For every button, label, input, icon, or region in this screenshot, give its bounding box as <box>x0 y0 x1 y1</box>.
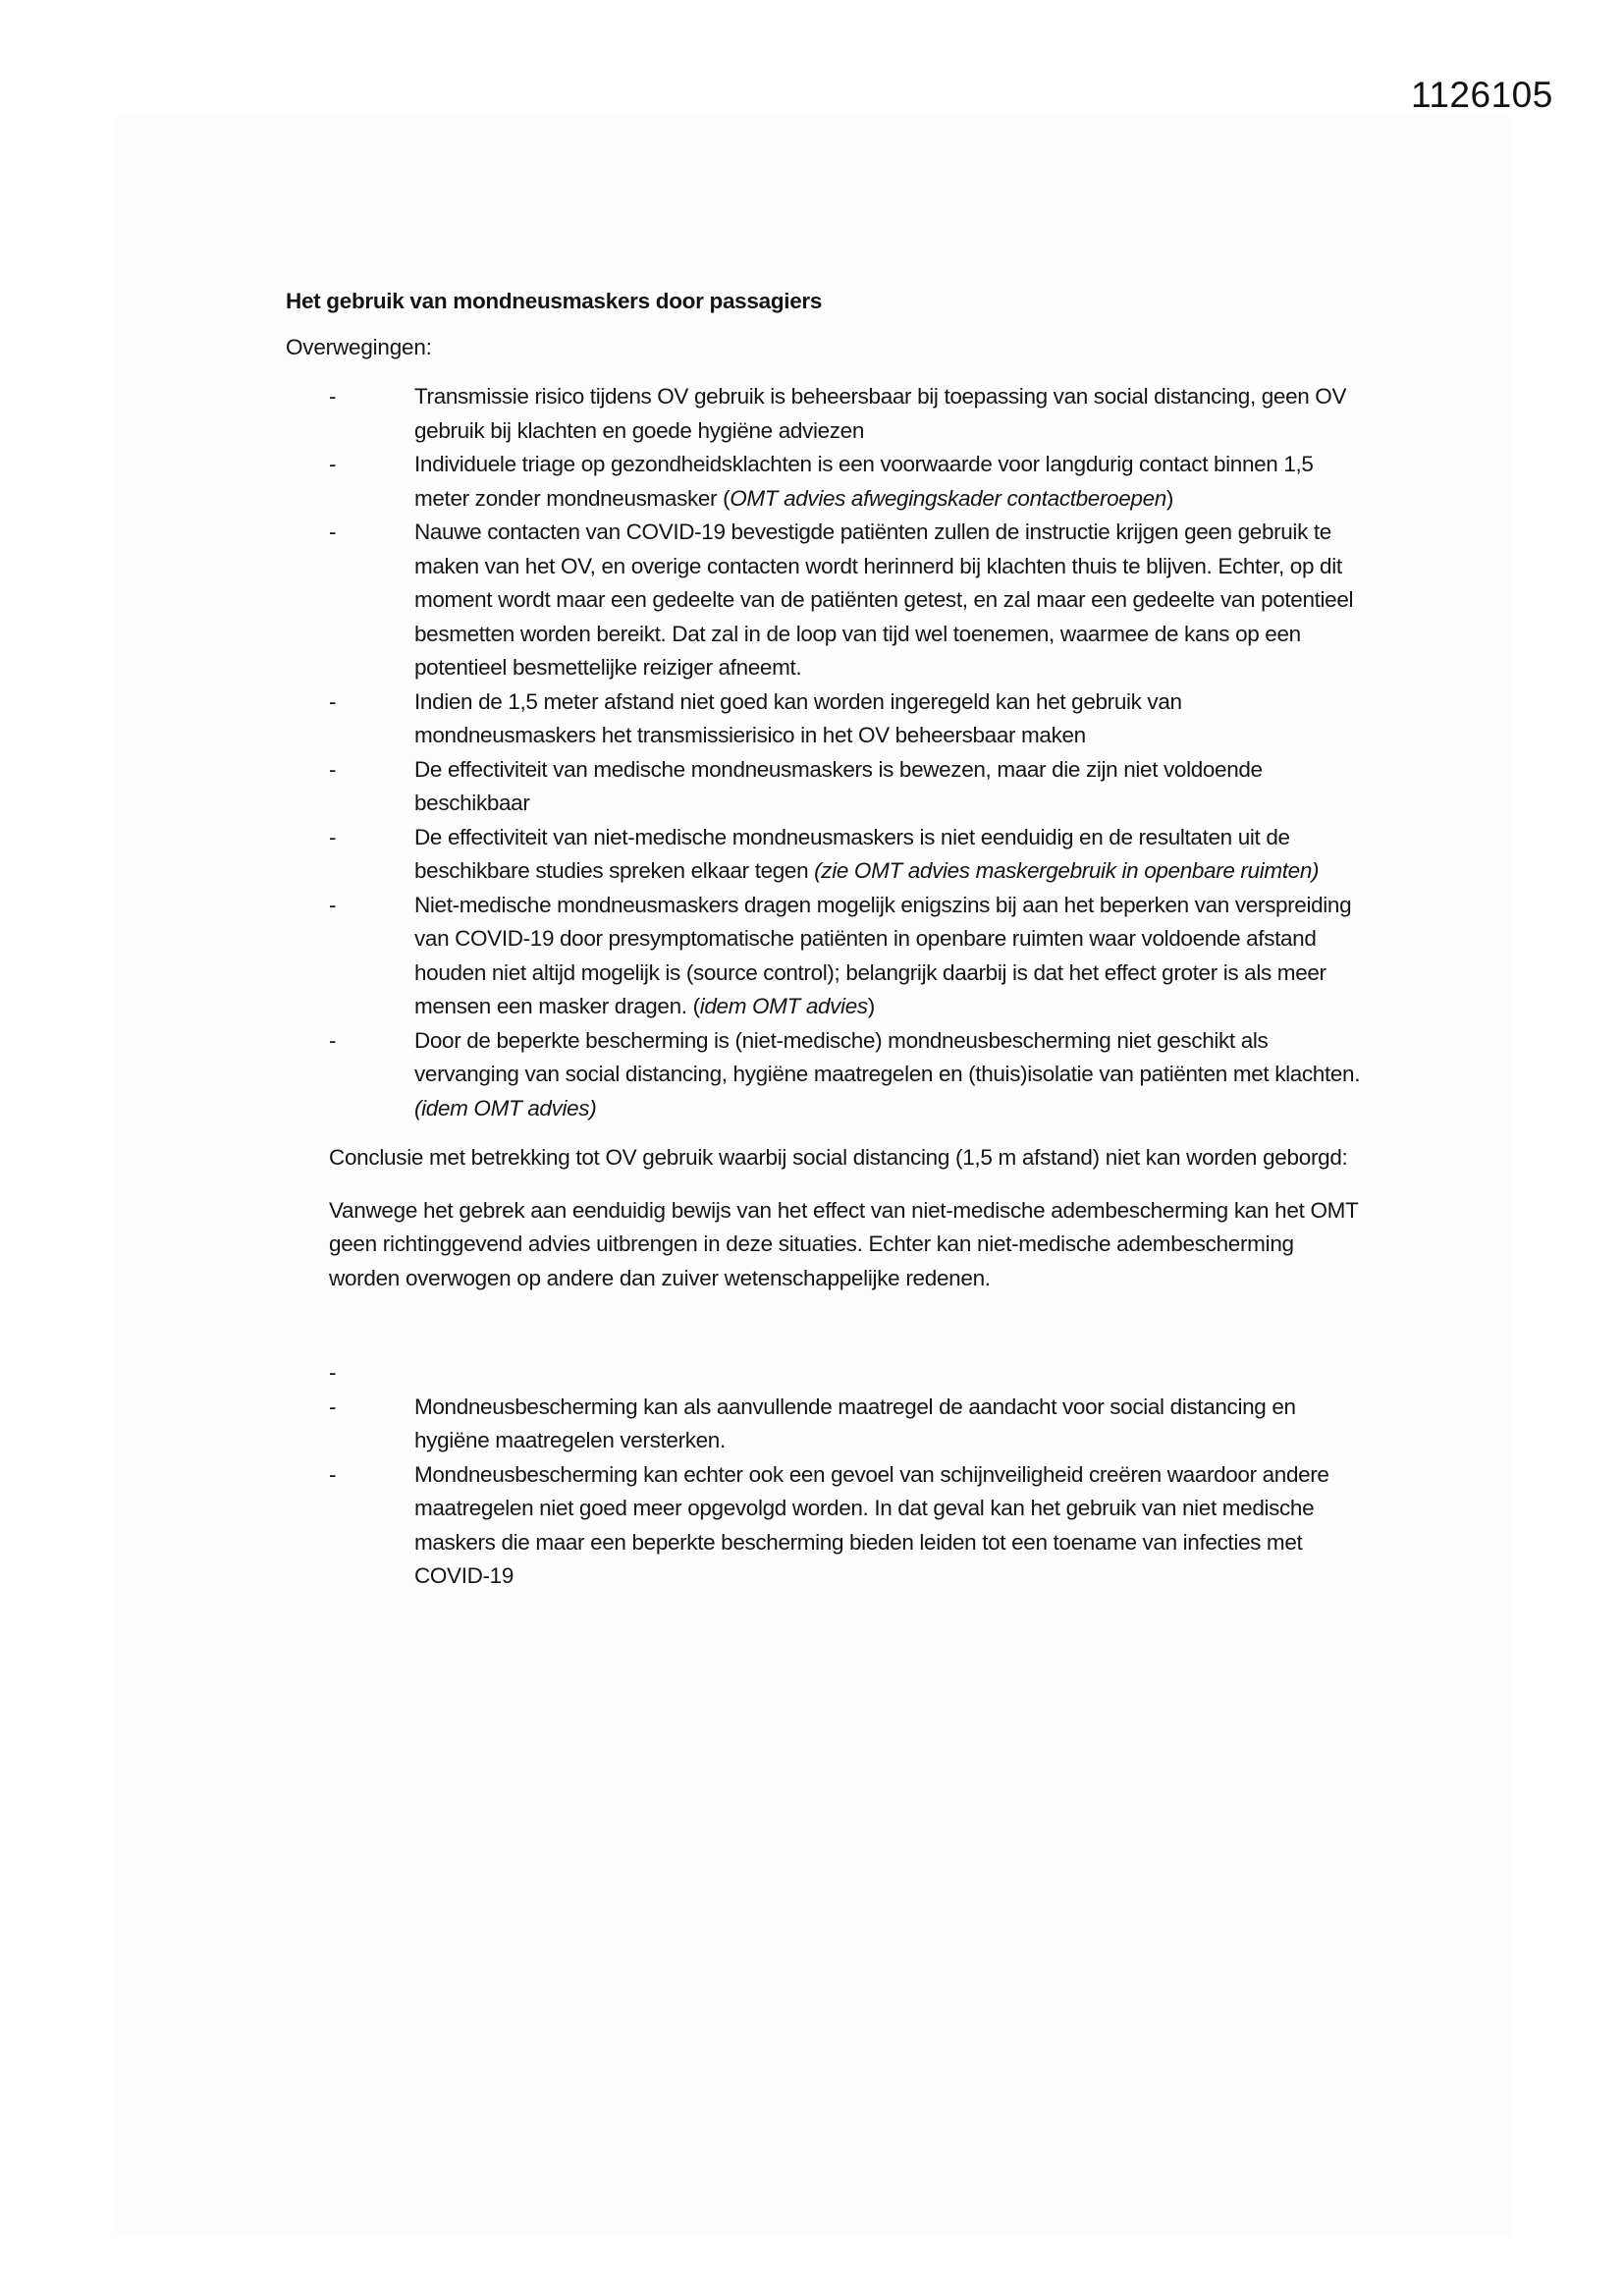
conclusion-heading: Conclusie met betrekking tot OV gebruik waarbij social distancing (1,5 m afstand) niet kan worden geborgd: <box>329 1145 1348 1170</box>
dash-bullet: - <box>329 824 337 849</box>
conclusion-body: Vanwege het gebrek aan eenduidig bewijs van het effect van niet-medische adembescherming kan het OMT geen richtinggevend advies uitbrengen in deze situaties. Echter kan niet-medische adembescherming worden overwogen op andere dan zuiver wetenschappelijke redenen. <box>329 1197 1359 1290</box>
list-item-text-tail: ) <box>1165 485 1174 511</box>
reference-italic: (zie OMT advies maskergebruik in openbare ruimten) <box>814 858 1320 883</box>
dash-bullet: - <box>329 1360 337 1385</box>
document-number: 1126105 <box>1411 75 1553 115</box>
list-item <box>329 821 1366 889</box>
list-item-text-tail: ) <box>867 994 875 1018</box>
dash-bullet: - <box>329 756 337 782</box>
list-item-text: Indien de 1,5 meter afstand niet goed kan worden ingeregeld kan het gebruik van mondneusmaskers het transmissierisico in het OV beheersbaar maken <box>414 688 1182 747</box>
list-item-empty <box>329 1356 1366 1391</box>
list-item <box>329 380 1366 448</box>
list-item <box>329 448 1366 516</box>
reference-italic: OMT advies afwegingskader contactberoepen <box>730 485 1166 511</box>
list-item <box>329 1391 1366 1458</box>
dash-bullet: - <box>329 1394 337 1419</box>
list-item <box>329 753 1366 821</box>
secondary-list <box>286 1356 1366 1594</box>
list-item-text: Mondneusbescherming kan echter ook een gevoel van schijnveiligheid creëren waardoor andere maatregelen niet goed meer opgevolgd worden. In dat geval kan het gebruik van niet medische maskers die maar een beperkte bescherming bieden leiden tot een toename van infecties met COVID-19 <box>414 1461 1329 1588</box>
dash-bullet: - <box>329 892 337 917</box>
list-item <box>329 685 1366 753</box>
list-item-text: Nauwe contacten van COVID-19 bevestigde patiënten zullen de instructie krijgen geen gebruik te maken van het OV, en overige contacten wordt herinnerd bij klachten thuis te blijven. Echter, op dit moment wordt maar een gedeelte van de patiënten getest, en zal maar een gedeelte van potentieel besmetten worden bereikt. Dat zal in de loop van tijd wel toenemen, waarmee de kans op een potentieel besmettelijke reiziger afneemt. <box>414 519 1354 680</box>
reference-italic: idem OMT advies <box>699 994 868 1018</box>
dash-bullet: - <box>329 452 337 476</box>
dash-bullet: - <box>329 1027 337 1053</box>
dash-bullet: - <box>329 688 337 714</box>
list-item-text: Niet-medische mondneusmaskers dragen mogelijk enigszins bij aan het beperken van verspreiding van COVID-19 door presymptomatische patiënten in openbare ruimten waar voldoende afstand houden niet altijd mogelijk is (source control); belangrijk daarbij is dat het effect groter is als meer mensen een masker dragen. ( <box>414 892 1352 1018</box>
list-item-text: Door de beperkte bescherming is (niet-medische) mondneusbescherming niet geschikt als vervanging van social distancing, hygiëne maatregelen en (thuis)isolatie van patiënten met klachten. <box>414 1027 1361 1086</box>
list-item-text: De effectiviteit van niet-medische mondneusmaskers is niet eenduidig en de resultaten uit de beschikbare studies spreken elkaar tegen <box>414 824 1290 883</box>
list-item-text: Transmissie risico tijdens OV gebruik is beheersbaar bij toepassing van social distancing, geen OV gebruik bij klachten en goede hygiëne adviezen <box>414 384 1347 443</box>
list-item <box>329 889 1366 1024</box>
list-item <box>329 1458 1366 1594</box>
list-item-text: Mondneusbescherming kan als aanvullende maatregel de aandacht voor social distancing en hygiëne maatregelen versterken. <box>414 1394 1296 1452</box>
list-item <box>329 1024 1366 1126</box>
dash-bullet: - <box>329 519 337 544</box>
list-item-text: Individuele triage op gezondheidsklachten is een voorwaarde voor langdurig contact binnen 1,5 meter zonder mondneusmasker ( <box>414 452 1314 511</box>
document-title: Het gebruik van mondneusmaskers door passagiers <box>286 289 823 313</box>
dash-bullet: - <box>329 1461 337 1487</box>
considerations-label: Overwegingen: <box>286 334 432 359</box>
list-item <box>329 516 1366 685</box>
reference-italic: (idem OMT advies) <box>414 1095 597 1121</box>
considerations-list <box>286 380 1366 1125</box>
dash-bullet: - <box>329 384 337 409</box>
list-item-text: De effectiviteit van medische mondneusmaskers is bewezen, maar die zijn niet voldoende beschikbaar <box>414 756 1263 815</box>
document-body <box>286 285 1366 1594</box>
